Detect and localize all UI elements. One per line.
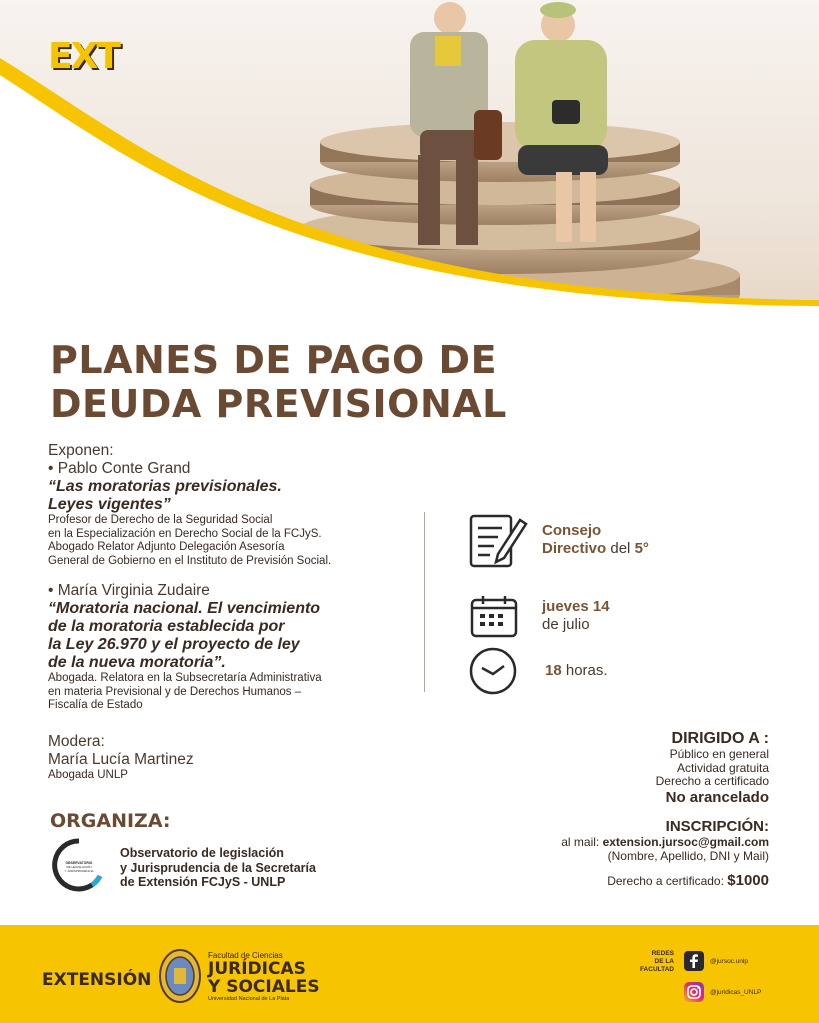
organizer-line-1: Observatorio de legislación [120,846,284,860]
date-rest: de julio [542,616,590,633]
moderator-role: Abogada UNLP [48,768,128,781]
audience-heading: DIRIGIDO A : [671,730,769,747]
instagram-handle: @juridicas_UNLP [710,988,762,996]
facebook-link[interactable] [684,951,748,971]
svg-text:DE LEGISLACIÓN: DE LEGISLACIÓN [66,865,92,869]
speaker-2-talk-line-4: de la nueva moratoria”. [48,654,226,671]
calendar-icon [470,594,518,638]
university-name: Universidad Nacional de La Plata [208,996,290,1002]
cert-price: $1000 [727,872,769,889]
registration-section [449,818,769,863]
speaker-1-bio-line-1: Profesor de Derecho de la Seguridad Social [48,514,273,526]
observatorio-logo [52,838,106,892]
speaker-2-bio-line-3: Fiscalía de Estado [48,699,143,711]
place-bold: Consejo [542,522,602,539]
header-photo [0,0,819,330]
svg-text:OBSERVATORIO: OBSERVATORIO [65,861,93,865]
redes-line-2: DE LA [654,958,674,965]
yellow-swoosh-decoration [0,0,819,330]
audience-line-3: Derecho a certificado [655,774,769,788]
organizer-line-2: y Jurisprudencia de la Secretaría [120,860,316,875]
university-seal-icon [158,948,202,1004]
speaker-2-talk-line-2: de la moratoria establecida por [48,618,285,635]
faculty-logo-text [208,951,320,1002]
ext-badge: EXT [48,36,119,77]
redes-line-3: FACULTAD [639,966,674,973]
certificate-price [607,872,769,889]
registration-heading: INSCRIPCIÓN: [665,818,769,835]
speaker-2-talk-line-1: “Moratoria nacional. El vencimiento [48,600,321,617]
place-bold-2: Directivo [542,540,607,557]
facebook-icon [684,951,704,971]
column-divider [424,512,425,692]
title-line-2: DEUDA PREVISIONAL [50,382,507,426]
event-time [545,662,608,680]
audience-line-1: Público en general [669,747,769,761]
faculty-small: Facultad de Ciencias [208,951,283,960]
place-rest: del [606,540,635,557]
speaker-1-bio-line-3: Abogado Relator Adjunto Delegación Asesoría [48,541,285,553]
speaker-1-bio-line-2: en la Especialización en Derecho Social de la FCJyS. [48,527,322,540]
date-bold: jueves 14 [542,598,610,615]
speaker-1-name: • Pablo Conte Grand [48,460,191,477]
svg-text:Y JURISPRUDENCIA: Y JURISPRUDENCIA [64,869,94,873]
instagram-link[interactable] [684,982,761,1002]
cert-label: Derecho a certificado: [607,874,728,888]
speaker-2-bio-line-1: Abogada. Relatora en la Subsecretaría Administrativa [48,672,322,684]
time-bold: 18 [545,662,562,679]
faculty-big-1: JURÍDICAS [208,959,306,979]
faculty-big-2: Y SOCIALES [208,977,320,997]
facebook-handle: @jursoc.unlp [710,957,749,965]
footer-extension-label: EXTENSIÓN [42,970,152,990]
social-label [622,950,674,974]
speaker-2-bio-line-2: en materia Previsional y de Derechos Humanos – [48,685,302,698]
organizer-heading: ORGANIZA: [50,810,171,832]
speaker-2-talk-line-3: la Ley 26.970 y el proyecto de ley [48,636,300,653]
event-place [542,522,649,558]
form-pen-icon [468,510,528,570]
instagram-icon [684,982,704,1002]
speaker-1-talk-line-1: “Las moratorias previsionales. [48,478,282,495]
redes-line-1: REDES [651,950,674,957]
organizer-line-3: de Extensión FCJyS - UNLP [120,875,286,889]
moderator-label: Modera: [48,732,105,750]
page-title [50,338,507,426]
event-date [542,598,610,634]
audience-section [469,730,769,806]
title-line-1: PLANES DE PAGO DE [50,338,498,382]
clock-icon [468,646,518,696]
speakers-label: Exponen: [48,442,114,459]
place-floor: 5° [634,540,649,557]
registration-email[interactable]: extension.jursoc@gmail.com [602,835,769,849]
registration-note: (Nombre, Apellido, DNI y Mail) [607,849,769,863]
speakers-section [48,442,418,782]
organizer-text [120,846,316,890]
mail-label: al mail: [561,835,603,849]
speaker-2-name: • María Virginia Zudaire [48,582,210,599]
speaker-1-bio-line-4: General de Gobierno en el Instituto de Previsión Social. [48,554,332,567]
time-rest: horas. [561,662,608,679]
audience-line-4: No arancelado [665,788,769,806]
audience-line-2: Actividad gratuita [676,760,769,775]
moderator-name: María Lucía Martinez [48,750,194,768]
speaker-1-talk-line-2: Leyes vigentes” [48,496,171,513]
